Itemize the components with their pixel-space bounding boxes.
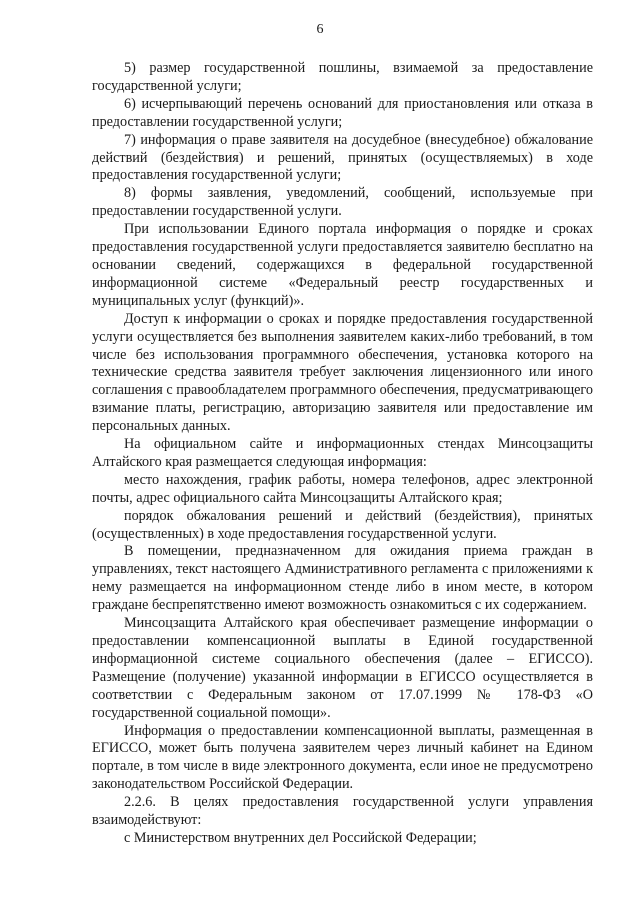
paragraph: 5) размер государственной пошлины, взимаемой за предоставление государственной услуги; [92, 60, 593, 94]
paragraph: Доступ к информации о сроках и порядке предоставления государственной услуги осуществляется без выполнения заявителем каких-либо требований, в том числе без использования программного обеспечения, установка которого на технические средства заявителя требует заключения лицензионного или иного соглашения с правообладателем программного обеспечения, предусматривающего взимание платы, регистрацию, авторизацию заявителя или предоставление им персональных данных. [92, 310, 593, 435]
page-number: 6 [316, 22, 324, 37]
paragraph: порядок обжалования решений и действий (бездействия), принятых (осуществленных) в ходе предоставления государственной услуги. [92, 507, 593, 542]
paragraph: В помещении, предназначенном для ожидания приема граждан в управлениях, текст настоящего Административного регламента с приложениями к нему размещается на информационном стенде либо в ином месте, в котором граждане беспрепятственно имеют возможность ознакомиться с их содержанием. [92, 543, 593, 614]
paragraph: При использовании Единого портала информация о порядке и сроках предоставления государственной услуги предоставляется заявителю бесплатно на основании сведений, содержащихся в федеральной государственной информационной системе «Федеральный реестр государственных и муниципальных услуг (функций)». [92, 221, 593, 309]
document-body [92, 60, 593, 848]
paragraph: Минсоцзащита Алтайского края обеспечивает размещение информации о предоставлении компенсационной выплаты в Единой государственной информационной системе социального обеспечения (далее – ЕГИССО). Размещение (получение) указанной информации в ЕГИССО осуществляется в соответствии с Федеральным законом от 17.07.1999 № 178-ФЗ «О государственной социальной помощи». [92, 615, 593, 721]
paragraph: 2.2.6. В целях предоставления государственной услуги управления взаимодействуют: [92, 794, 593, 829]
paragraph: На официальном сайте и информационных стендах Минсоцзащиты Алтайского края размещается следующая информация: [92, 436, 593, 470]
paragraph: 6) исчерпывающий перечень оснований для приостановления или отказа в предоставлении государственной услуги; [92, 95, 593, 130]
paragraph: 8) формы заявления, уведомлений, сообщений, используемые при предоставлении государственной услуги. [92, 185, 593, 220]
paragraph: Информация о предоставлении компенсационной выплаты, размещенная в ЕГИССО, может быть получена заявителем через личный кабинет на Едином портале, в том числе в виде электронного документа, если иное не предусмотрено законодательством Российской Федерации. [92, 722, 593, 793]
paragraph: место нахождения, график работы, номера телефонов, адрес электронной почты, адрес официального сайта Минсоцзащиты Алтайского края; [92, 471, 593, 506]
paragraph: 7) информация о праве заявителя на досудебное (внесудебное) обжалование действий (бездействия) и решений, принятых (осуществляемых) в ходе предоставления государственной услуги; [92, 131, 593, 184]
paragraph: с Министерством внутренних дел Российской Федерации; [124, 829, 477, 846]
